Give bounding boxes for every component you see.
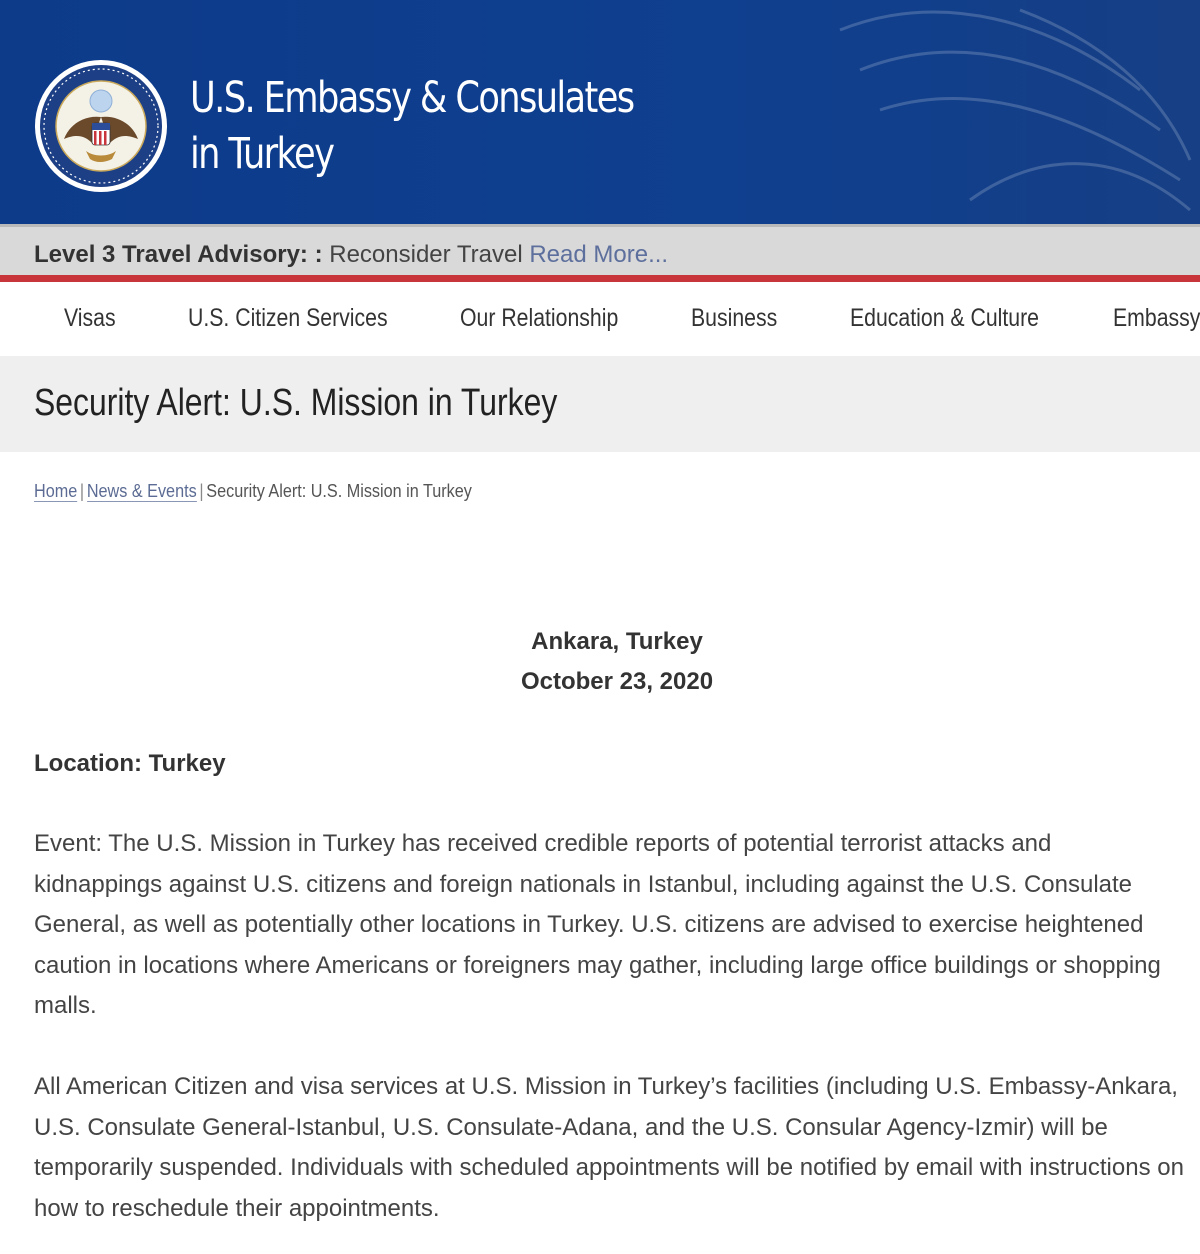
breadcrumb-separator: | <box>199 481 204 501</box>
site-header <box>0 0 1200 224</box>
site-title[interactable] <box>190 70 634 182</box>
nav-item-embassy[interactable]: Embassy <box>1113 304 1200 332</box>
page-title: Security Alert: U.S. Mission in Turkey <box>34 382 558 424</box>
breadcrumb-current: Security Alert: U.S. Mission in Turkey <box>206 481 472 501</box>
advisory-message: Reconsider Travel <box>329 241 523 268</box>
dateline-place: Ankara, Turkey <box>531 628 703 655</box>
travel-advisory-bar <box>0 224 1200 282</box>
site-title-line-1[interactable]: U.S. Embassy & Consulates <box>190 73 634 123</box>
page-title-band <box>0 356 1200 452</box>
nav-item-business[interactable]: Business <box>691 304 778 332</box>
site-title-line-2[interactable]: in Turkey <box>190 129 334 179</box>
breadcrumb-separator: | <box>79 481 85 501</box>
event-paragraph: Event: The U.S. Mission in Turkey has received credible reports of potential terrorist attacks and kidnappings against U.S. citizens and foreign nationals in Istanbul, including against the U.S. Consulate General, as well as potentially other locations in Turkey. U.S. citizens are advised to exercise heightened caution in locations where Americans or foreigners may gather, including large office buildings or shopping malls. <box>34 830 1161 1019</box>
main-navigation <box>0 282 1200 356</box>
nav-item-visas[interactable]: Visas <box>64 304 116 332</box>
eagle-watermark-icon <box>720 0 1200 224</box>
nav-item-our-relationship[interactable]: Our Relationship <box>460 304 619 332</box>
breadcrumb-news-events-link[interactable]: News & Events <box>86 481 197 501</box>
location-heading: Location: Turkey <box>34 750 226 777</box>
department-of-state-seal-icon[interactable] <box>34 59 168 193</box>
services-paragraph: All American Citizen and visa services at U.S. Mission in Turkey’s facilities (including U.S. Embassy-Ankara, U.S. Consulate General-Istanbul, U.S. Consulate-Adana, and the U.S. Consular Agency-Izmir) will be temporarily suspended. Individuals with scheduled appointments will be notified by email with instructions on how to reschedule their appointments. <box>34 1073 1184 1222</box>
breadcrumb <box>34 481 472 502</box>
dateline-date: October 23, 2020 <box>520 668 714 695</box>
advisory-level-label: Level 3 Travel Advisory: : <box>34 241 323 268</box>
nav-item-education-culture[interactable]: Education & Culture <box>850 304 1040 332</box>
advisory-read-more-link[interactable]: Read More... <box>529 241 669 268</box>
nav-item-us-citizen-services[interactable]: U.S. Citizen Services <box>188 304 388 332</box>
breadcrumb-home-link[interactable]: Home <box>34 481 78 501</box>
